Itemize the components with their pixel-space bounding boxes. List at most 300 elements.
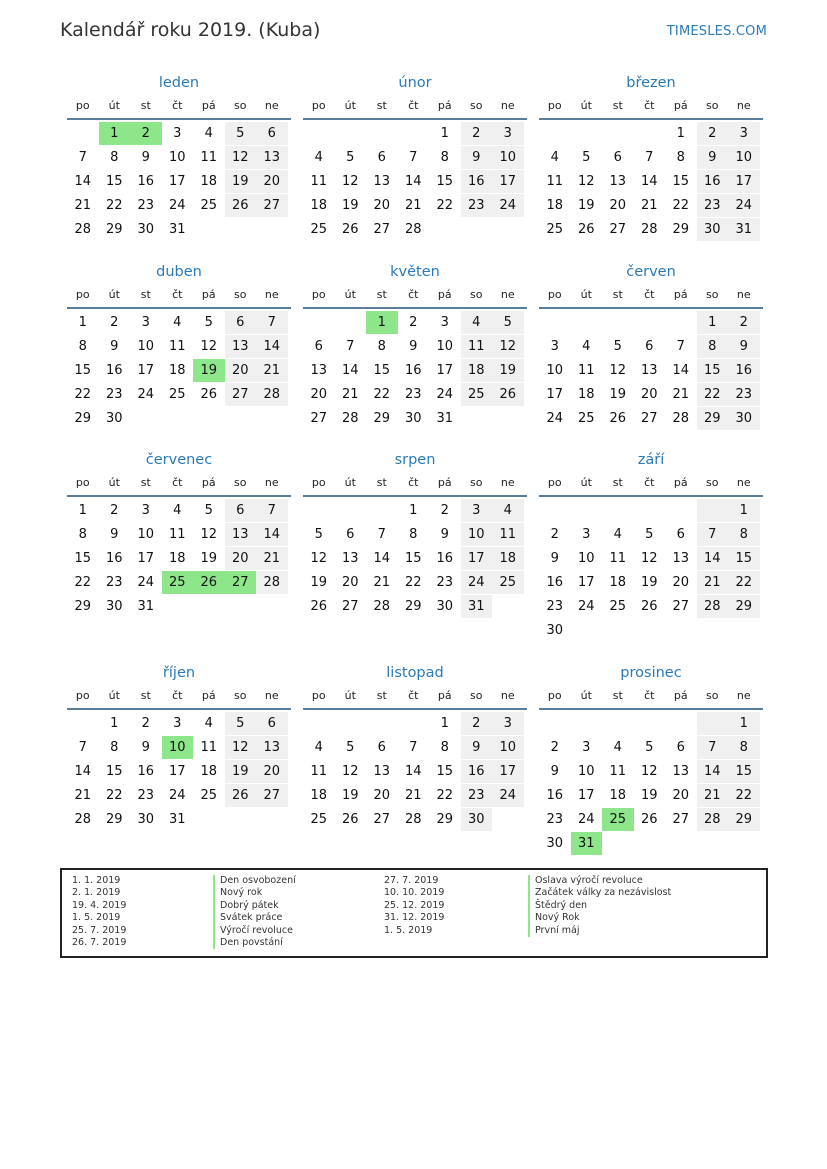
day-cell: 27 bbox=[310, 411, 328, 426]
weekday-label: po bbox=[311, 99, 326, 112]
day-cell: 19 bbox=[341, 788, 359, 803]
day-cell: 29 bbox=[728, 808, 760, 831]
day-cell: 5 bbox=[314, 527, 323, 542]
day-cell: 23 bbox=[137, 788, 155, 803]
day-cell: 28 bbox=[74, 812, 92, 827]
day-cell: 12 bbox=[492, 335, 524, 358]
day-cell: 17 bbox=[492, 170, 524, 193]
day-cell: 8 bbox=[676, 150, 685, 165]
day-cell: 6 bbox=[676, 527, 685, 542]
day-grid bbox=[303, 311, 527, 455]
weekday-label: út bbox=[108, 99, 120, 112]
day-cell: 17 bbox=[577, 575, 595, 590]
day-cell: 29 bbox=[105, 812, 123, 827]
day-cell: 25 bbox=[609, 599, 627, 614]
day-cell: 19 bbox=[640, 575, 658, 590]
day-cell: 17 bbox=[168, 174, 186, 189]
day-cell: 2 bbox=[141, 716, 150, 731]
month-září bbox=[539, 449, 763, 643]
weekday-label: st bbox=[376, 689, 387, 702]
day-cell: 15 bbox=[74, 363, 92, 378]
day-grid bbox=[67, 499, 291, 643]
day-cell: 25 bbox=[310, 222, 328, 237]
day-cell: 5 bbox=[204, 315, 213, 330]
day-cell: 29 bbox=[672, 222, 690, 237]
holiday-day-cell: 31 bbox=[571, 832, 603, 855]
day-cell: 4 bbox=[492, 499, 524, 522]
day-cell: 27 bbox=[256, 194, 288, 217]
day-cell: 20 bbox=[672, 575, 690, 590]
day-cell: 7 bbox=[697, 736, 729, 759]
day-cell: 8 bbox=[78, 339, 87, 354]
day-cell: 15 bbox=[436, 174, 454, 189]
legend-date: 26. 7. 2019 bbox=[72, 936, 127, 948]
day-cell: 17 bbox=[137, 551, 155, 566]
day-cell: 14 bbox=[697, 760, 729, 783]
day-cell: 16 bbox=[105, 363, 123, 378]
day-cell: 11 bbox=[310, 764, 328, 779]
holiday-day-cell: 27 bbox=[225, 571, 257, 594]
day-cell: 19 bbox=[577, 198, 595, 213]
weekday-label: ne bbox=[736, 288, 751, 301]
day-cell: 5 bbox=[582, 150, 591, 165]
day-cell: 10 bbox=[546, 363, 564, 378]
day-cell: 9 bbox=[461, 146, 493, 169]
legend-dates-col-2 bbox=[384, 875, 444, 937]
legend-holiday-name: Oslava výročí revoluce bbox=[528, 875, 671, 887]
day-cell: 24 bbox=[492, 194, 524, 217]
holiday-day-cell: 10 bbox=[162, 736, 194, 759]
weekday-label: so bbox=[234, 476, 247, 489]
weekday-label: so bbox=[706, 288, 719, 301]
day-cell: 21 bbox=[697, 784, 729, 807]
day-cell: 14 bbox=[341, 363, 359, 378]
day-cell: 9 bbox=[697, 146, 729, 169]
day-cell: 11 bbox=[609, 764, 627, 779]
day-cell: 8 bbox=[728, 736, 760, 759]
day-cell: 7 bbox=[346, 339, 355, 354]
day-cell: 28 bbox=[672, 411, 690, 426]
weekday-header bbox=[303, 283, 527, 309]
legend-date: 1. 5. 2019 bbox=[72, 912, 121, 924]
day-cell: 26 bbox=[609, 411, 627, 426]
legend-dates-col-1 bbox=[72, 875, 126, 949]
day-grid bbox=[303, 499, 527, 643]
day-cell: 17 bbox=[461, 547, 493, 570]
day-cell: 24 bbox=[461, 571, 493, 594]
weekday-label: út bbox=[344, 99, 356, 112]
day-cell: 19 bbox=[225, 760, 257, 783]
weekday-header bbox=[539, 471, 763, 497]
day-cell: 13 bbox=[373, 174, 391, 189]
day-cell: 3 bbox=[440, 315, 449, 330]
day-cell: 23 bbox=[461, 194, 493, 217]
day-cell: 3 bbox=[492, 122, 524, 145]
day-cell: 4 bbox=[204, 716, 213, 731]
day-cell: 1 bbox=[110, 716, 119, 731]
day-cell: 5 bbox=[346, 150, 355, 165]
weekday-label: st bbox=[140, 476, 151, 489]
day-cell: 22 bbox=[74, 387, 92, 402]
day-cell: 24 bbox=[546, 411, 564, 426]
month-name: duben bbox=[156, 264, 202, 280]
weekday-label: pá bbox=[437, 689, 452, 702]
page-title: Kalendář roku 2019. (Kuba) bbox=[60, 19, 321, 41]
day-cell: 15 bbox=[728, 547, 760, 570]
day-cell: 1 bbox=[676, 126, 685, 141]
legend-holiday-name: Začátek války za nezávislost bbox=[528, 887, 671, 899]
day-cell: 16 bbox=[461, 760, 493, 783]
day-cell: 8 bbox=[440, 740, 449, 755]
weekday-header bbox=[539, 94, 763, 120]
day-cell: 1 bbox=[728, 499, 760, 522]
weekday-header bbox=[67, 94, 291, 120]
weekday-label: pá bbox=[673, 476, 688, 489]
month-březen bbox=[539, 72, 763, 266]
day-cell: 12 bbox=[225, 736, 257, 759]
day-cell: 6 bbox=[256, 712, 288, 735]
legend-holiday-name: Nový Rok bbox=[528, 912, 671, 924]
day-cell: 21 bbox=[341, 387, 359, 402]
month-únor bbox=[303, 72, 527, 266]
day-cell: 2 bbox=[461, 122, 493, 145]
day-cell: 12 bbox=[200, 527, 218, 542]
day-cell: 20 bbox=[640, 387, 658, 402]
day-cell: 20 bbox=[225, 547, 257, 570]
day-cell: 23 bbox=[697, 194, 729, 217]
day-cell: 30 bbox=[697, 218, 729, 241]
day-cell: 24 bbox=[577, 812, 595, 827]
day-cell: 20 bbox=[373, 788, 391, 803]
day-cell: 29 bbox=[373, 411, 391, 426]
holiday-day-cell: 26 bbox=[193, 571, 225, 594]
day-cell: 2 bbox=[110, 503, 119, 518]
day-cell: 31 bbox=[168, 222, 186, 237]
weekday-label: čt bbox=[408, 689, 419, 702]
day-cell: 22 bbox=[436, 198, 454, 213]
day-cell: 7 bbox=[409, 740, 418, 755]
day-cell: 17 bbox=[492, 760, 524, 783]
legend-holiday-name: Výročí revoluce bbox=[213, 925, 296, 937]
weekday-label: po bbox=[75, 99, 90, 112]
day-cell: 9 bbox=[728, 335, 760, 358]
day-cell: 2 bbox=[550, 527, 559, 542]
weekday-label: pá bbox=[201, 476, 216, 489]
day-cell: 30 bbox=[461, 808, 493, 831]
day-cell: 7 bbox=[78, 740, 87, 755]
weekday-label: ne bbox=[736, 476, 751, 489]
weekday-label: ne bbox=[264, 476, 279, 489]
weekday-label: čt bbox=[172, 99, 183, 112]
day-cell: 26 bbox=[225, 784, 257, 807]
legend-holiday-name: První máj bbox=[528, 925, 671, 937]
day-cell: 16 bbox=[404, 363, 422, 378]
weekday-label: st bbox=[376, 476, 387, 489]
weekday-header bbox=[303, 471, 527, 497]
day-cell: 25 bbox=[492, 571, 524, 594]
day-cell: 30 bbox=[436, 599, 454, 614]
day-cell: 13 bbox=[609, 174, 627, 189]
day-cell: 14 bbox=[404, 174, 422, 189]
holiday-day-cell: 19 bbox=[193, 359, 225, 382]
weekday-label: čt bbox=[172, 476, 183, 489]
legend-date: 1. 5. 2019 bbox=[384, 924, 433, 936]
day-cell: 26 bbox=[492, 383, 524, 406]
day-cell: 17 bbox=[137, 363, 155, 378]
day-cell: 16 bbox=[697, 170, 729, 193]
day-cell: 6 bbox=[676, 740, 685, 755]
day-cell: 6 bbox=[225, 499, 257, 522]
day-cell: 31 bbox=[436, 411, 454, 426]
day-cell: 10 bbox=[492, 146, 524, 169]
day-cell: 9 bbox=[461, 736, 493, 759]
day-cell: 23 bbox=[105, 387, 123, 402]
day-cell: 27 bbox=[672, 812, 690, 827]
legend-names-col-1 bbox=[213, 875, 296, 949]
day-cell: 3 bbox=[728, 122, 760, 145]
day-cell: 29 bbox=[436, 812, 454, 827]
day-cell: 8 bbox=[440, 150, 449, 165]
weekday-label: út bbox=[344, 689, 356, 702]
brand-link[interactable]: TIMESLES.COM bbox=[666, 24, 767, 39]
day-grid bbox=[67, 122, 291, 266]
day-cell: 10 bbox=[137, 339, 155, 354]
day-cell: 18 bbox=[200, 764, 218, 779]
weekday-label: so bbox=[470, 476, 483, 489]
day-cell: 8 bbox=[110, 150, 119, 165]
day-cell: 25 bbox=[577, 411, 595, 426]
month-name: červenec bbox=[145, 452, 213, 468]
holiday-legend bbox=[60, 868, 768, 958]
day-cell: 14 bbox=[640, 174, 658, 189]
weekday-label: st bbox=[612, 288, 623, 301]
weekday-label: pá bbox=[437, 288, 452, 301]
day-cell: 12 bbox=[577, 174, 595, 189]
weekday-label: so bbox=[470, 99, 483, 112]
weekday-label: po bbox=[311, 476, 326, 489]
day-grid bbox=[539, 311, 763, 455]
weekday-label: st bbox=[376, 99, 387, 112]
day-cell: 19 bbox=[310, 575, 328, 590]
weekday-label: so bbox=[706, 476, 719, 489]
weekday-label: po bbox=[311, 689, 326, 702]
day-cell: 14 bbox=[672, 363, 690, 378]
day-cell: 12 bbox=[640, 764, 658, 779]
day-cell: 6 bbox=[613, 150, 622, 165]
day-cell: 19 bbox=[492, 359, 524, 382]
holiday-day-cell: 2 bbox=[130, 122, 162, 145]
month-říjen bbox=[67, 662, 291, 856]
day-cell: 13 bbox=[373, 764, 391, 779]
day-cell: 12 bbox=[609, 363, 627, 378]
day-cell: 6 bbox=[645, 339, 654, 354]
legend-date: 31. 12. 2019 bbox=[384, 912, 445, 924]
day-cell: 20 bbox=[225, 359, 257, 382]
day-cell: 3 bbox=[582, 740, 591, 755]
day-cell: 23 bbox=[728, 383, 760, 406]
day-cell: 18 bbox=[577, 387, 595, 402]
day-cell: 16 bbox=[546, 575, 564, 590]
day-cell: 15 bbox=[436, 764, 454, 779]
day-cell: 18 bbox=[492, 547, 524, 570]
day-cell: 23 bbox=[546, 599, 564, 614]
day-cell: 28 bbox=[256, 383, 288, 406]
day-cell: 30 bbox=[546, 836, 564, 851]
weekday-label: st bbox=[140, 288, 151, 301]
day-cell: 25 bbox=[168, 387, 186, 402]
weekday-label: ne bbox=[736, 689, 751, 702]
month-listopad bbox=[303, 662, 527, 856]
weekday-label: út bbox=[580, 476, 592, 489]
day-cell: 14 bbox=[404, 764, 422, 779]
day-cell: 9 bbox=[110, 339, 119, 354]
day-cell: 21 bbox=[640, 198, 658, 213]
day-cell: 9 bbox=[440, 527, 449, 542]
weekday-label: st bbox=[376, 288, 387, 301]
day-cell: 25 bbox=[461, 383, 493, 406]
day-cell: 18 bbox=[609, 788, 627, 803]
weekday-label: čt bbox=[408, 288, 419, 301]
day-cell: 16 bbox=[137, 764, 155, 779]
weekday-label: po bbox=[75, 476, 90, 489]
weekday-label: út bbox=[108, 476, 120, 489]
day-cell: 5 bbox=[613, 339, 622, 354]
weekday-label: út bbox=[344, 476, 356, 489]
day-cell: 26 bbox=[341, 222, 359, 237]
day-cell: 9 bbox=[550, 551, 559, 566]
day-cell: 22 bbox=[105, 788, 123, 803]
day-cell: 8 bbox=[110, 740, 119, 755]
day-cell: 7 bbox=[377, 527, 386, 542]
day-cell: 26 bbox=[200, 387, 218, 402]
weekday-label: pá bbox=[673, 99, 688, 112]
weekday-label: po bbox=[547, 99, 562, 112]
day-cell: 11 bbox=[461, 335, 493, 358]
day-cell: 17 bbox=[168, 764, 186, 779]
day-cell: 18 bbox=[168, 551, 186, 566]
day-cell: 22 bbox=[697, 383, 729, 406]
weekday-label: čt bbox=[644, 476, 655, 489]
day-cell: 5 bbox=[225, 712, 257, 735]
day-cell: 30 bbox=[546, 623, 564, 638]
day-cell: 17 bbox=[546, 387, 564, 402]
day-grid bbox=[539, 712, 763, 856]
day-cell: 30 bbox=[728, 407, 760, 430]
weekday-label: čt bbox=[644, 288, 655, 301]
day-cell: 2 bbox=[461, 712, 493, 735]
month-name: březen bbox=[626, 75, 676, 91]
weekday-label: út bbox=[344, 288, 356, 301]
weekday-label: so bbox=[706, 99, 719, 112]
day-cell: 12 bbox=[341, 174, 359, 189]
day-cell: 7 bbox=[645, 150, 654, 165]
day-cell: 22 bbox=[404, 575, 422, 590]
legend-holiday-name: Svátek práce bbox=[213, 912, 296, 924]
day-cell: 13 bbox=[225, 523, 257, 546]
weekday-header bbox=[539, 684, 763, 710]
day-cell: 11 bbox=[492, 523, 524, 546]
day-cell: 15 bbox=[74, 551, 92, 566]
legend-date: 25. 7. 2019 bbox=[72, 924, 127, 936]
day-cell: 15 bbox=[672, 174, 690, 189]
day-cell: 7 bbox=[697, 523, 729, 546]
day-cell: 30 bbox=[404, 411, 422, 426]
empty-cell bbox=[697, 712, 729, 735]
day-cell: 20 bbox=[256, 170, 288, 193]
day-cell: 28 bbox=[640, 222, 658, 237]
month-name: srpen bbox=[394, 452, 436, 468]
day-cell: 11 bbox=[310, 174, 328, 189]
weekday-label: ne bbox=[500, 689, 515, 702]
weekday-label: po bbox=[75, 689, 90, 702]
month-name: květen bbox=[390, 264, 440, 280]
day-cell: 5 bbox=[645, 740, 654, 755]
day-cell: 9 bbox=[110, 527, 119, 542]
day-cell: 30 bbox=[105, 411, 123, 426]
weekday-label: ne bbox=[500, 99, 515, 112]
day-cell: 30 bbox=[105, 599, 123, 614]
month-name: leden bbox=[158, 75, 200, 91]
day-cell: 7 bbox=[78, 150, 87, 165]
day-cell: 25 bbox=[310, 812, 328, 827]
day-cell: 15 bbox=[404, 551, 422, 566]
legend-date: 19. 4. 2019 bbox=[72, 899, 127, 911]
weekday-label: pá bbox=[673, 689, 688, 702]
day-grid bbox=[303, 122, 527, 266]
day-cell: 22 bbox=[728, 784, 760, 807]
day-cell: 16 bbox=[436, 551, 454, 566]
day-cell: 26 bbox=[577, 222, 595, 237]
day-cell: 6 bbox=[256, 122, 288, 145]
day-cell: 23 bbox=[546, 812, 564, 827]
day-cell: 25 bbox=[200, 198, 218, 213]
day-cell: 3 bbox=[173, 126, 182, 141]
legend-holiday-name: Nový rok bbox=[213, 887, 296, 899]
day-cell: 20 bbox=[310, 387, 328, 402]
day-cell: 14 bbox=[256, 523, 288, 546]
day-cell: 13 bbox=[672, 764, 690, 779]
day-cell: 4 bbox=[613, 527, 622, 542]
day-cell: 10 bbox=[492, 736, 524, 759]
day-cell: 31 bbox=[137, 599, 155, 614]
day-cell: 29 bbox=[697, 407, 729, 430]
month-name: únor bbox=[398, 75, 432, 91]
day-cell: 13 bbox=[310, 363, 328, 378]
day-cell: 14 bbox=[373, 551, 391, 566]
day-cell: 24 bbox=[168, 788, 186, 803]
day-cell: 9 bbox=[141, 740, 150, 755]
day-cell: 10 bbox=[436, 339, 454, 354]
empty-cell bbox=[697, 499, 729, 522]
legend-date: 2. 1. 2019 bbox=[72, 887, 121, 899]
day-cell: 1 bbox=[728, 712, 760, 735]
day-cell: 12 bbox=[310, 551, 328, 566]
day-cell: 29 bbox=[728, 595, 760, 618]
day-cell: 22 bbox=[436, 788, 454, 803]
day-cell: 5 bbox=[225, 122, 257, 145]
day-cell: 11 bbox=[200, 740, 218, 755]
day-cell: 20 bbox=[373, 198, 391, 213]
weekday-label: po bbox=[75, 288, 90, 301]
day-cell: 22 bbox=[74, 575, 92, 590]
day-cell: 16 bbox=[137, 174, 155, 189]
day-cell: 13 bbox=[672, 551, 690, 566]
day-cell: 18 bbox=[546, 198, 564, 213]
legend-date: 25. 12. 2019 bbox=[384, 899, 445, 911]
day-cell: 14 bbox=[697, 547, 729, 570]
day-cell: 21 bbox=[256, 547, 288, 570]
day-cell: 18 bbox=[310, 788, 328, 803]
